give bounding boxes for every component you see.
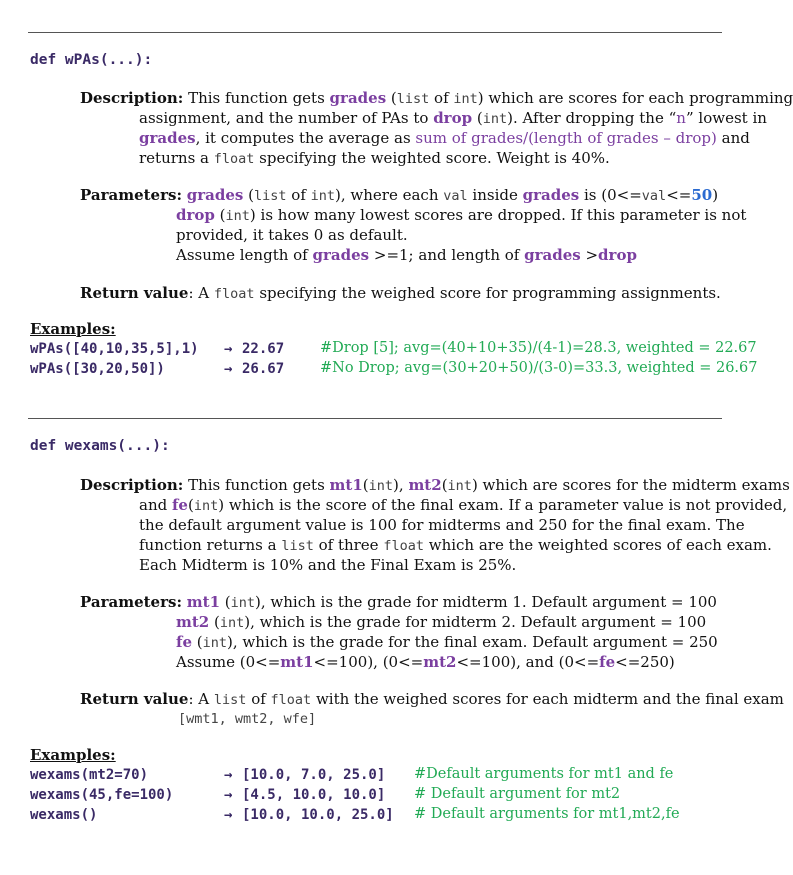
wexams-param-line4: Assume (0<=mt1<=100), (0<=mt2<=100), and (0<=fe<=250) <box>176 653 675 671</box>
wexams-example-call: wexams() <box>30 807 98 823</box>
wpas-param-line2: drop (int) is how many lowest scores are dropped. If this parameter is not <box>176 206 747 224</box>
wexams-example-arrow: → <box>224 807 233 823</box>
wexams-example-comment: # Default arguments for mt1,mt2,fe <box>414 806 680 822</box>
wexams-desc-line5: Each Midterm is 10% and the Final Exam is 25%. <box>139 556 517 574</box>
wpas-param-line4: Assume length of grades >=1; and length of grades >drop <box>176 246 637 264</box>
wpas-example-result: 22.67 <box>242 341 285 357</box>
wpas-param-line3: provided, it takes 0 as default. <box>176 226 408 244</box>
wexams-examples-heading: Examples: <box>30 746 116 764</box>
wexams-param-line1: Parameters: mt1 (int), which is the grade for midterm 1. Default argument = 100 <box>80 593 717 611</box>
wpas-example-arrow: → <box>224 341 233 357</box>
wpas-return-label: Return value <box>80 284 189 302</box>
wpas-example-comment: #No Drop; avg=(30+20+50)/(3-0)=33.3, weighted = 26.67 <box>320 360 758 376</box>
wexams-example-arrow: → <box>224 767 233 783</box>
wexams-params-label: Parameters: <box>80 593 182 611</box>
wexams-example-result: [10.0, 7.0, 25.0] <box>242 767 386 783</box>
top-divider <box>28 32 722 33</box>
wexams-example-result: [10.0, 10.0, 25.0] <box>242 807 394 823</box>
wpas-desc-line3: grades, it computes the average as sum of grades/(length of grades – drop) and <box>139 129 750 147</box>
wpas-example-call: wPAs([30,20,50]) <box>30 361 165 377</box>
wexams-return-list: [wmt1, wmt2, wfe] <box>178 711 317 727</box>
wpas-example-call: wPAs([40,10,35,5],1) <box>30 341 199 357</box>
wexams-example-result: [4.5, 10.0, 10.0] <box>242 787 386 803</box>
wexams-example-comment: # Default argument for mt2 <box>414 786 621 802</box>
wexams-example-arrow: → <box>224 787 233 803</box>
wexams-desc-label: Description: <box>80 476 184 494</box>
wpas-desc-line1: Description: This function gets grades (list of int) which are scores for each programming <box>80 89 793 107</box>
wpas-signature: def wPAs(...): <box>30 52 153 68</box>
wexams-desc-line4: function returns a list of three float which are the weighted scores of each exam. <box>139 536 772 554</box>
wexams-param-line2: mt2 (int), which is the grade for midterm 2. Default argument = 100 <box>176 613 707 631</box>
wexams-desc-line3: the default argument value is 100 for midterms and 250 for the final exam. The <box>139 516 745 534</box>
wpas-example-arrow: → <box>224 361 233 377</box>
wpas-desc-label: Description: <box>80 89 184 107</box>
wexams-signature: def wexams(...): <box>30 438 170 454</box>
middle-divider <box>28 418 722 419</box>
wexams-example-comment: #Default arguments for mt1 and fe <box>414 766 674 782</box>
wpas-desc-line4: returns a float specifying the weighted score. Weight is 40%. <box>139 149 610 167</box>
wexams-example-call: wexams(45,fe=100) <box>30 787 174 803</box>
wpas-params-label: Parameters: <box>80 186 182 204</box>
wexams-param-line3: fe (int), which is the grade for the final exam. Default argument = 250 <box>176 633 718 651</box>
wpas-example-comment: #Drop [5]; avg=(40+10+35)/(4-1)=28.3, weighted = 22.67 <box>320 340 757 356</box>
wexams-example-call: wexams(mt2=70) <box>30 767 149 783</box>
wpas-example-result: 26.67 <box>242 361 285 377</box>
wpas-param-line1: Parameters: grades (list of int), where each val inside grades is (0<=val<=50) <box>80 186 719 204</box>
wpas-return-line: Return value: A float specifying the weighed score for programming assignments. <box>80 284 721 302</box>
wexams-return-line: Return value: A list of float with the weighed scores for each midterm and the final exam <box>80 690 784 708</box>
wpas-examples-heading: Examples: <box>30 320 116 338</box>
wpas-desc-line2: assignment, and the number of PAs to drop (int). After dropping the “n” lowest in <box>139 109 767 127</box>
wexams-desc-line2: and fe(int) which is the score of the final exam. If a parameter value is not provided, <box>139 496 788 514</box>
wexams-return-label: Return value <box>80 690 189 708</box>
wexams-desc-line1: Description: This function gets mt1(int), mt2(int) which are scores for the midterm exams <box>80 476 790 494</box>
